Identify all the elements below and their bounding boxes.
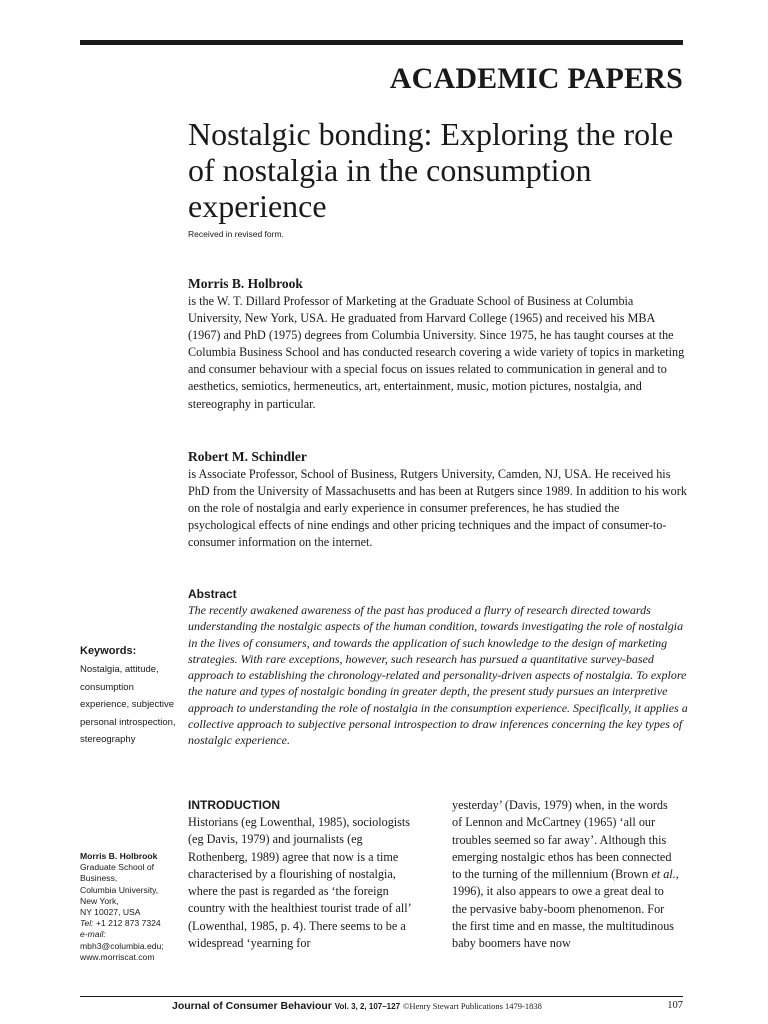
introduction-text: , 1996), it also appears to owe a great deal to the pervasive baby-boom phenomenon. For the first time and en masse, the multitudinous baby boomers have now — [452, 867, 679, 951]
introduction-text: yesterday’ (Davis, 1979) when, in the words of Lennon and McCartney (1965) ‘all our troubles seemed so far away’. Although this emerging nostalgic ethos has been connected to the turning of the millennium (Brown — [452, 798, 672, 882]
author-bio: is the W. T. Dillard Professor of Marketing at the Graduate School of Business at Columbia University, New York, USA. He graduated from Harvard College (1965) and received his MBA (1967) and PhD (1975) degrees from Columbia University. Since 1975, he has taught courses at the Columbia Business School and has conducted research covering a wide variety of topics in marketing and consumer behaviour with a special focus on issues related to communication in general and to aesthetics, semiotics, hermeneutics, art, entertainment, music, motion pictures, nostalgia, and stereography in particular. — [188, 294, 685, 411]
contact-address-line: Graduate School of — [80, 862, 155, 873]
author-name: Robert M. Schindler — [188, 449, 307, 464]
contact-address-line: Columbia University, — [80, 884, 159, 895]
author-name: Morris B. Holbrook — [188, 276, 303, 291]
contact-tel — [80, 918, 180, 929]
abstract-text: The recently awakened awareness of the past has produced a flurry of research directed towards understanding the nostalgic aspects of the human condition, towards investigating the role of nostalgia in the lives of consumers, and towards the application of such knowledge to the design of marketing strategies. With rare exceptions, however, such research has pursued a quantitative survey-based approach to establishing the chronology-related and personality-driven aspects of nostalgia. To explore the nature and types of nostalgic bonding in greater depth, the present study pursues an interpretive approach to understanding the role of nostalgia in the consumption experience. Specifically, it applies a collective approach to subjective personal introspection to draw inferences concerning the key types of nostalgic experience. — [188, 603, 688, 748]
contact-info — [80, 851, 180, 963]
author-bio: is Associate Professor, School of Business, Rutgers University, Camden, NJ, USA. He received his PhD from the University of Massachusetts and has been at Rutgers since 1989. In addition to his work on the role of nostalgia and early experience in consumer preferences, he has studied the psychological effects of nine endings and other pricing techniques and the impact of consumer-to-consumer information on the internet. — [188, 467, 687, 550]
article-title: Nostalgic bonding: Exploring the role of nostalgia in the consumption experience — [188, 116, 674, 224]
contact-address-line: Business, — [80, 873, 118, 884]
abstract-heading: Abstract — [188, 587, 237, 601]
contact-address-line: NY 10027, USA — [80, 907, 141, 918]
keywords-text: Nostalgia, attitude, consumption experience, subjective personal introspection, stereography — [80, 664, 176, 746]
introduction-heading: INTRODUCTION — [188, 798, 280, 812]
journal-volume: Vol. 3, 2, 107–127 — [334, 1002, 401, 1011]
email-label: e-mail: — [80, 929, 106, 940]
body-column-1 — [188, 797, 416, 952]
website-link[interactable]: www.morriscat.com — [80, 951, 155, 962]
body-column-2 — [452, 797, 680, 953]
contact-address-line: New York, — [80, 895, 119, 906]
footer-rule — [80, 996, 683, 997]
tel-number: +1 212 873 7324 — [95, 918, 161, 929]
keywords-heading: Keywords: — [80, 645, 137, 657]
author-block — [188, 275, 688, 413]
journal-name: Journal of Consumer Behaviour — [172, 1000, 332, 1012]
keywords — [80, 643, 180, 749]
section-heading: ACADEMIC PAPERS — [389, 62, 683, 95]
contact-name: Morris B. Holbrook — [80, 851, 158, 861]
abstract — [188, 586, 688, 749]
page-number: 107 — [667, 1000, 683, 1011]
received-note: Received in revised form. — [188, 229, 284, 239]
publisher: ©Henry Stewart Publications 1479-1838 — [402, 1001, 542, 1011]
email-address[interactable]: mbh3@columbia.edu; — [80, 940, 164, 951]
top-rule — [80, 40, 683, 45]
tel-label: Tel: — [80, 918, 94, 929]
footer — [172, 1000, 542, 1012]
et-al: et al. — [651, 867, 676, 882]
introduction-text: Historians (eg Lowenthal, 1985), sociologists (eg Davis, 1979) and journalists (eg Rothenberg, 1989) agree that now is a time characterised by a flourishing of nostalgia, where the past is regarded as ‘the foreign country with the healthiest tourist trade of all’ (Lowenthal, 1985, p. 4). There seems to be a widespread ‘yearning for — [188, 815, 411, 951]
author-block — [188, 448, 688, 551]
